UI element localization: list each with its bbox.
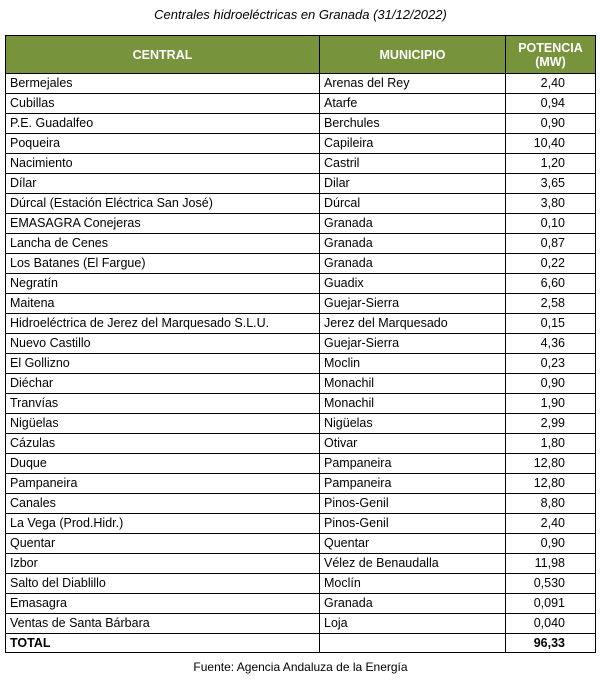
cell-potencia: 0,530 bbox=[506, 574, 596, 594]
cell-central: Lancha de Cenes bbox=[6, 234, 320, 254]
table-row bbox=[6, 514, 596, 534]
cell-central: P.E. Guadalfeo bbox=[6, 114, 320, 134]
table-row bbox=[6, 94, 596, 114]
cell-central: Duque bbox=[6, 454, 320, 474]
cell-municipio: Guadix bbox=[320, 274, 506, 294]
total-label: TOTAL bbox=[6, 634, 320, 653]
table-row bbox=[6, 274, 596, 294]
cell-central: Emasagra bbox=[6, 594, 320, 614]
cell-municipio: Dúrcal bbox=[320, 194, 506, 214]
table-row bbox=[6, 374, 596, 394]
cell-municipio: Granada bbox=[320, 254, 506, 274]
cell-municipio: Monachil bbox=[320, 374, 506, 394]
cell-municipio: Monachil bbox=[320, 394, 506, 414]
table-row bbox=[6, 254, 596, 274]
cell-potencia: 8,80 bbox=[506, 494, 596, 514]
table-row bbox=[6, 74, 596, 94]
cell-central: Nigüelas bbox=[6, 414, 320, 434]
table-row bbox=[6, 354, 596, 374]
source-note: Fuente: Agencia Andaluza de la Energía bbox=[193, 660, 408, 674]
column-header-central: CENTRAL bbox=[6, 36, 320, 74]
cell-potencia: 0,22 bbox=[506, 254, 596, 274]
cell-central: Nuevo Castillo bbox=[6, 334, 320, 354]
table-row bbox=[6, 554, 596, 574]
cell-potencia: 3,65 bbox=[506, 174, 596, 194]
cell-potencia: 1,90 bbox=[506, 394, 596, 414]
cell-potencia: 0,94 bbox=[506, 94, 596, 114]
cell-municipio: Berchules bbox=[320, 114, 506, 134]
cell-central: Maitena bbox=[6, 294, 320, 314]
cell-potencia: 2,58 bbox=[506, 294, 596, 314]
total-row bbox=[6, 634, 596, 653]
cell-municipio: Pinos-Genil bbox=[320, 514, 506, 534]
cell-municipio: Dilar bbox=[320, 174, 506, 194]
table-row bbox=[6, 614, 596, 634]
cell-central: Diéchar bbox=[6, 374, 320, 394]
cell-potencia: 6,60 bbox=[506, 274, 596, 294]
table-row bbox=[6, 574, 596, 594]
cell-potencia: 2,99 bbox=[506, 414, 596, 434]
cell-municipio: Pampaneira bbox=[320, 454, 506, 474]
cell-municipio: Quentar bbox=[320, 534, 506, 554]
table-row bbox=[6, 534, 596, 554]
cell-central: Nacimiento bbox=[6, 154, 320, 174]
cell-central: Canales bbox=[6, 494, 320, 514]
table-row bbox=[6, 234, 596, 254]
table-row bbox=[6, 314, 596, 334]
cell-central: EMASAGRA Conejeras bbox=[6, 214, 320, 234]
cell-potencia: 12,80 bbox=[506, 474, 596, 494]
cell-municipio: Vélez de Benaudalla bbox=[320, 554, 506, 574]
cell-potencia: 1,20 bbox=[506, 154, 596, 174]
cell-municipio: Granada bbox=[320, 234, 506, 254]
cell-municipio: Pinos-Genil bbox=[320, 494, 506, 514]
cell-central: La Vega (Prod.Hidr.) bbox=[6, 514, 320, 534]
column-header-potencia-line2: (MW) bbox=[535, 54, 566, 69]
cell-municipio: Guejar-Sierra bbox=[320, 294, 506, 314]
cell-potencia: 0,23 bbox=[506, 354, 596, 374]
cell-central: Ventas de Santa Bárbara bbox=[6, 614, 320, 634]
cell-potencia: 12,80 bbox=[506, 454, 596, 474]
table-row bbox=[6, 394, 596, 414]
total-municipio bbox=[320, 634, 506, 653]
cell-central: Dúrcal (Estación Eléctrica San José) bbox=[6, 194, 320, 214]
cell-potencia: 2,40 bbox=[506, 74, 596, 94]
cell-potencia: 10,40 bbox=[506, 134, 596, 154]
cell-central: Quentar bbox=[6, 534, 320, 554]
cell-potencia: 1,80 bbox=[506, 434, 596, 454]
hydro-plants-table bbox=[5, 35, 596, 653]
cell-potencia: 0,90 bbox=[506, 374, 596, 394]
cell-potencia: 11,98 bbox=[506, 554, 596, 574]
cell-municipio: Moclin bbox=[320, 354, 506, 374]
cell-central: Negratín bbox=[6, 274, 320, 294]
cell-central: Los Batanes (El Fargue) bbox=[6, 254, 320, 274]
cell-potencia: 0,87 bbox=[506, 234, 596, 254]
cell-central: El Gollizno bbox=[6, 354, 320, 374]
cell-potencia: 0,10 bbox=[506, 214, 596, 234]
cell-potencia: 2,40 bbox=[506, 514, 596, 534]
cell-central: Dílar bbox=[6, 174, 320, 194]
cell-municipio: Loja bbox=[320, 614, 506, 634]
cell-potencia: 0,15 bbox=[506, 314, 596, 334]
table-row bbox=[6, 454, 596, 474]
cell-municipio: Granada bbox=[320, 214, 506, 234]
cell-central: Pampaneira bbox=[6, 474, 320, 494]
cell-municipio: Nigüelas bbox=[320, 414, 506, 434]
cell-central: Poqueira bbox=[6, 134, 320, 154]
cell-central: Cubillas bbox=[6, 94, 320, 114]
cell-municipio: Atarfe bbox=[320, 94, 506, 114]
cell-potencia: 0,90 bbox=[506, 534, 596, 554]
column-header-potencia-line1: POTENCIA bbox=[518, 40, 583, 55]
cell-municipio: Arenas del Rey bbox=[320, 74, 506, 94]
table-row bbox=[6, 494, 596, 514]
cell-municipio: Guejar-Sierra bbox=[320, 334, 506, 354]
table-row bbox=[6, 334, 596, 354]
table-title: Centrales hidroeléctricas en Granada (31/12/2022) bbox=[154, 7, 447, 22]
cell-central: Salto del Diablillo bbox=[6, 574, 320, 594]
table-row bbox=[6, 294, 596, 314]
cell-central: Hidroeléctrica de Jerez del Marquesado S.L.U. bbox=[6, 314, 320, 334]
table-row bbox=[6, 594, 596, 614]
table-row bbox=[6, 114, 596, 134]
cell-central: Cázulas bbox=[6, 434, 320, 454]
cell-municipio: Moclín bbox=[320, 574, 506, 594]
table-row bbox=[6, 154, 596, 174]
cell-potencia: 3,80 bbox=[506, 194, 596, 214]
table-row bbox=[6, 214, 596, 234]
cell-potencia: 0,040 bbox=[506, 614, 596, 634]
cell-municipio: Capileira bbox=[320, 134, 506, 154]
cell-municipio: Jerez del Marquesado bbox=[320, 314, 506, 334]
cell-municipio: Pampaneira bbox=[320, 474, 506, 494]
cell-municipio: Granada bbox=[320, 594, 506, 614]
cell-potencia: 0,90 bbox=[506, 114, 596, 134]
table-row bbox=[6, 174, 596, 194]
cell-potencia: 4,36 bbox=[506, 334, 596, 354]
cell-potencia: 0,091 bbox=[506, 594, 596, 614]
cell-central: Izbor bbox=[6, 554, 320, 574]
table-row bbox=[6, 194, 596, 214]
cell-municipio: Castril bbox=[320, 154, 506, 174]
cell-central: Bermejales bbox=[6, 74, 320, 94]
column-header-municipio: MUNICIPIO bbox=[320, 36, 506, 74]
table-row bbox=[6, 474, 596, 494]
cell-central: Tranvías bbox=[6, 394, 320, 414]
header-row bbox=[6, 36, 596, 74]
table-row bbox=[6, 134, 596, 154]
table-row bbox=[6, 434, 596, 454]
table-body bbox=[6, 74, 596, 634]
table-row bbox=[6, 414, 596, 434]
cell-municipio: Otivar bbox=[320, 434, 506, 454]
total-potencia: 96,33 bbox=[506, 634, 596, 653]
column-header-potencia bbox=[506, 36, 596, 74]
